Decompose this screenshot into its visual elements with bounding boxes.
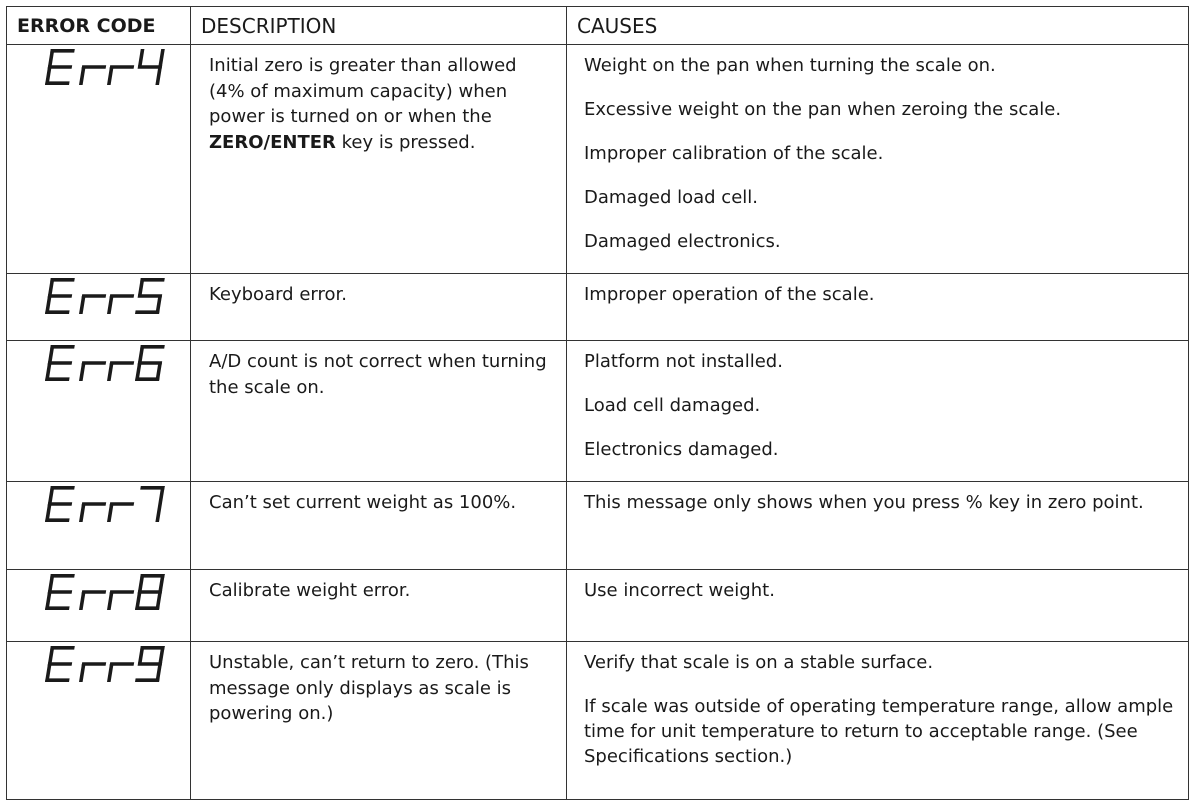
segment <box>107 67 114 85</box>
description-text: Can’t set current weight as 100%. <box>209 492 517 513</box>
segment <box>155 504 162 522</box>
segment <box>45 606 70 610</box>
segment-digit <box>79 590 106 610</box>
segment <box>110 65 135 69</box>
segment <box>110 294 135 298</box>
segment-digit <box>45 574 75 610</box>
segment <box>79 664 86 682</box>
segment <box>79 504 86 522</box>
segment <box>79 296 86 314</box>
segment <box>155 363 162 381</box>
segment-digit <box>107 294 134 314</box>
table-row <box>7 642 1189 800</box>
cause-item: Weight on the pan when turning the scale on. <box>584 55 996 76</box>
segment-digit <box>45 486 75 522</box>
segment <box>158 49 165 67</box>
segment <box>155 67 162 85</box>
segment-digit <box>45 278 75 314</box>
error-code-cell <box>7 570 191 642</box>
causes-cell <box>567 482 1189 570</box>
segment <box>110 662 135 666</box>
error-code-cell <box>7 274 191 341</box>
cause-item: Improper operation of the scale. <box>584 284 875 305</box>
cause-item: Damaged load cell. <box>584 187 758 208</box>
description-cell <box>191 570 567 642</box>
segment <box>82 65 107 69</box>
description-text: Initial zero is greater than allowed (4% of maximum capacity) when power is turned on or when the <box>209 55 517 127</box>
description-text: Calibrate weight error. <box>209 580 411 601</box>
segment <box>138 662 163 666</box>
segment <box>48 345 55 363</box>
description-cell <box>191 482 567 570</box>
segment <box>48 278 55 296</box>
cause-item: This message only shows when you press % key in zero point. <box>584 492 1144 513</box>
segment <box>110 590 135 594</box>
segment <box>79 363 86 381</box>
header-error-code: ERROR CODE <box>7 7 191 45</box>
segment <box>107 363 114 381</box>
segment <box>138 278 145 296</box>
seven-segment-code <box>45 486 165 526</box>
segment-digit <box>135 646 165 682</box>
segment-digit <box>107 502 134 522</box>
segment <box>82 662 107 666</box>
segment <box>110 502 135 506</box>
cause-item: Platform not installed. <box>584 351 783 372</box>
cause-item: Damaged electronics. <box>584 231 781 252</box>
table-row <box>7 45 1189 274</box>
segment <box>48 486 55 504</box>
segment <box>79 67 86 85</box>
causes-cell <box>567 274 1189 341</box>
cause-item: Load cell damaged. <box>584 395 761 416</box>
cause-item: Verify that scale is on a stable surface. <box>584 652 934 673</box>
table-row <box>7 570 1189 642</box>
header-description: DESCRIPTION <box>191 7 567 45</box>
segment-digit <box>135 278 165 314</box>
description-text: A/D count is not correct when turning the scale on. <box>209 351 547 398</box>
seven-segment-code <box>45 278 165 318</box>
segment <box>45 377 70 381</box>
segment <box>138 574 145 592</box>
segment <box>138 49 145 67</box>
causes-cell <box>567 570 1189 642</box>
error-code-cell <box>7 341 191 482</box>
description-cell <box>191 45 567 274</box>
segment <box>48 574 55 592</box>
description-text: key is pressed. <box>335 131 476 153</box>
segment-digit <box>79 662 106 682</box>
table-body <box>7 45 1189 800</box>
header-causes: CAUSES <box>567 7 1189 45</box>
key-name: ZERO/ENTER <box>209 131 336 153</box>
segment <box>107 504 114 522</box>
segment-digit <box>107 65 134 85</box>
segment <box>82 294 107 298</box>
cause-item: If scale was outside of operating temperature range, allow ample time for unit temperature to return to acceptable range. (See Specifications section.) <box>584 696 1174 767</box>
segment <box>45 81 70 85</box>
error-code-cell <box>7 482 191 570</box>
segment-digit <box>79 502 106 522</box>
segment <box>82 361 107 365</box>
cause-item: Excessive weight on the pan when zeroing the scale. <box>584 99 1062 120</box>
segment <box>138 646 145 664</box>
error-code-cell <box>7 642 191 800</box>
segment <box>107 296 114 314</box>
segment <box>82 590 107 594</box>
segment-digit <box>140 486 165 522</box>
segment <box>45 518 70 522</box>
segment <box>48 646 55 664</box>
segment <box>48 49 55 67</box>
seven-segment-code <box>45 646 165 686</box>
causes-cell <box>567 45 1189 274</box>
segment-digit <box>107 361 134 381</box>
error-code-cell <box>7 45 191 274</box>
cause-item: Electronics damaged. <box>584 439 779 460</box>
segment <box>135 678 160 682</box>
table-row <box>7 341 1189 482</box>
segment-digit <box>79 294 106 314</box>
segment-digit <box>107 590 134 610</box>
causes-cell <box>567 642 1189 800</box>
segment-digit <box>79 65 106 85</box>
segment-digit <box>79 361 106 381</box>
seven-segment-code <box>45 345 165 385</box>
segment <box>110 361 135 365</box>
segment <box>45 310 70 314</box>
segment <box>107 592 114 610</box>
description-text: Unstable, can’t return to zero. (This message only displays as scale is powering on.) <box>209 652 529 724</box>
segment-digit <box>45 49 75 85</box>
causes-cell <box>567 341 1189 482</box>
description-cell <box>191 341 567 482</box>
segment-digit <box>135 574 165 610</box>
segment-digit <box>45 345 75 381</box>
seven-segment-code <box>45 49 165 89</box>
cause-item: Improper calibration of the scale. <box>584 143 884 164</box>
description-cell <box>191 274 567 341</box>
segment <box>135 310 160 314</box>
segment <box>82 502 107 506</box>
segment-digit <box>45 646 75 682</box>
segment <box>45 678 70 682</box>
segment-digit <box>138 49 165 85</box>
segment <box>138 590 163 594</box>
segment <box>138 345 145 363</box>
seven-segment-code <box>45 574 165 614</box>
segment-digit <box>135 345 165 381</box>
cause-item: Use incorrect weight. <box>584 580 775 601</box>
error-code-table <box>6 6 1189 800</box>
segment-digit <box>107 662 134 682</box>
table-header-row <box>7 7 1189 45</box>
description-text: Keyboard error. <box>209 284 347 305</box>
table-row <box>7 274 1189 341</box>
table-row <box>7 482 1189 570</box>
segment <box>107 664 114 682</box>
segment <box>79 592 86 610</box>
description-cell <box>191 642 567 800</box>
